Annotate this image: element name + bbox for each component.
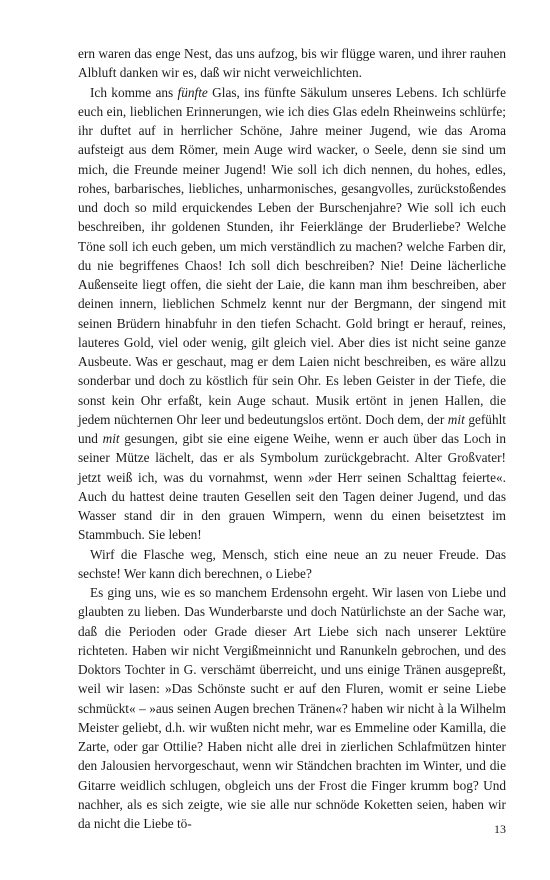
paragraph-1: ern waren das enge Nest, das uns aufzog, bis wir flügge waren, und ihrer rauhen Albluft danken wir es, daß wir nicht verweichlichten. <box>78 46 506 81</box>
paragraph-2-emphasis-2: mit <box>447 411 465 427</box>
page-number: 13 <box>494 822 506 836</box>
paragraph-2-part-d: gesungen, gibt sie eine eigene Weihe, wenn er auch über das Loch in seiner Mütze lächelt, das er als Symbolum zurückgebracht. Alter Großvater! jetzt weiß ich, was du vornahmst, wenn »der Herr seinen Schalttag feierte«. Auch du hattest deine trauten Gesellen seit den Tagen deiner Jugend, und das Wasser stand dir in den grauen Wimpern, wenn du einen beisetztest im Stammbuch. Sie leben! <box>78 431 506 543</box>
paragraph-2-emphasis-1: fünfte <box>177 84 208 100</box>
paragraph-2-part-c: gefühlt und <box>78 411 506 446</box>
paragraph-2-emphasis-3: mit <box>102 431 120 446</box>
paragraph-2-part-a: Ich komme ans <box>90 84 178 100</box>
paragraph-3: Wirf die Flasche weg, Mensch, stich eine neue an zu neuer Freude. Das sechste! Wer kann dich berechnen, o Liebe? <box>78 546 506 581</box>
page-body <box>78 44 506 833</box>
paragraph-2 <box>78 83 506 545</box>
paragraph-4: Es ging uns, wie es so manchem Erdensohn ergeht. Wir lasen von Liebe und glaubten zu lieben. Das Wunderbarste und doch Natürlichste an der Sache war, daß die Perioden oder Grade dieser Art Liebe sich nach unserer Lektüre richteten. Haben wir nicht Vergißmeinnicht und Ranunkeln gebrochen, und des Doktors Tochter in G. verschämt überreicht, und uns einige Tränen ausgepreßt, weil wir lasen: »Das Schönste sucht er auf den Fluren, womit er seine Liebe schmückt« – »aus seinen Augen brechen Tränen«? haben wir nicht à la Wilhelm Meister geliebt, d.h. wir wußten nicht mehr, war es Emmeline oder Kamilla, die Zarte, oder gar Ottilie? Haben nicht alle drei in zierlichen Schlafmützen hinter den Jalousien hervorgeschaut, wenn wir Ständchen brachten im Winter, und die Gitarre weidlich schlugen, obgleich uns der Frost die Finger krumm bog? Und nachher, als es sich zeigte, wie sie alle nur schnöde Koketten seien, haben wir da nicht die Liebe tö- <box>78 585 506 831</box>
paragraph-2-part-b: Glas, ins fünfte Säkulum unseres Lebens. Ich schlürfe euch ein, lieblichen Erinnerungen, wie ich dies Glas edeln Rheinweins schlürfe; ihr duftet auf in herrlicher Schöne, Jahre meiner Jugend, wie das Aroma aufsteigt aus dem Römer, mein Auge wird wacker, o Seele, denn sie sind um mich, die Freunde meiner Jugend! Wie soll ich dich nennen, du hohes, edles, rohes, barbarisches, liebliches, unharmonisches, gesangvolles, zurückstoßendes und doch so mild erquickendes Leben der Burschenjahre? Wie soll ich euch beschreiben, ihr goldenen Stunden, ihr Feierklänge der Bruderliebe? Welche Töne soll ich euch geben, um mich verständlich zu machen? welche Farben dir, du nie begriffenes Chaos! Ich soll dich beschreiben? Nie! Deine lächerliche Außenseite liegt offen, die sieht der Laie, die kann man ihm beschreiben, aber deinen innern, lieblichen Schmelz kennt nur der Bergmann, der singend mit seinen Brüdern hinabfuhr in den tiefen Schacht. Gold bringt er herauf, reines, lauteres Gold, viel oder wenig, gilt gleich viel. Aber dies ist nicht seine ganze Ausbeute. Was er geschaut, mag er dem Laien nicht beschreiben, es wäre allzu sonderbar und doch zu köstlich für sein Ohr. Es leben Geister in der Tiefe, die sonst kein Ohr erfaßt, kein Auge schaut. Musik ertönt in jenen Hallen, die jedem nüchternen Ohr leer und bedeutungslos ertönt. Doch dem, der <box>78 84 506 427</box>
body-text <box>78 44 506 833</box>
